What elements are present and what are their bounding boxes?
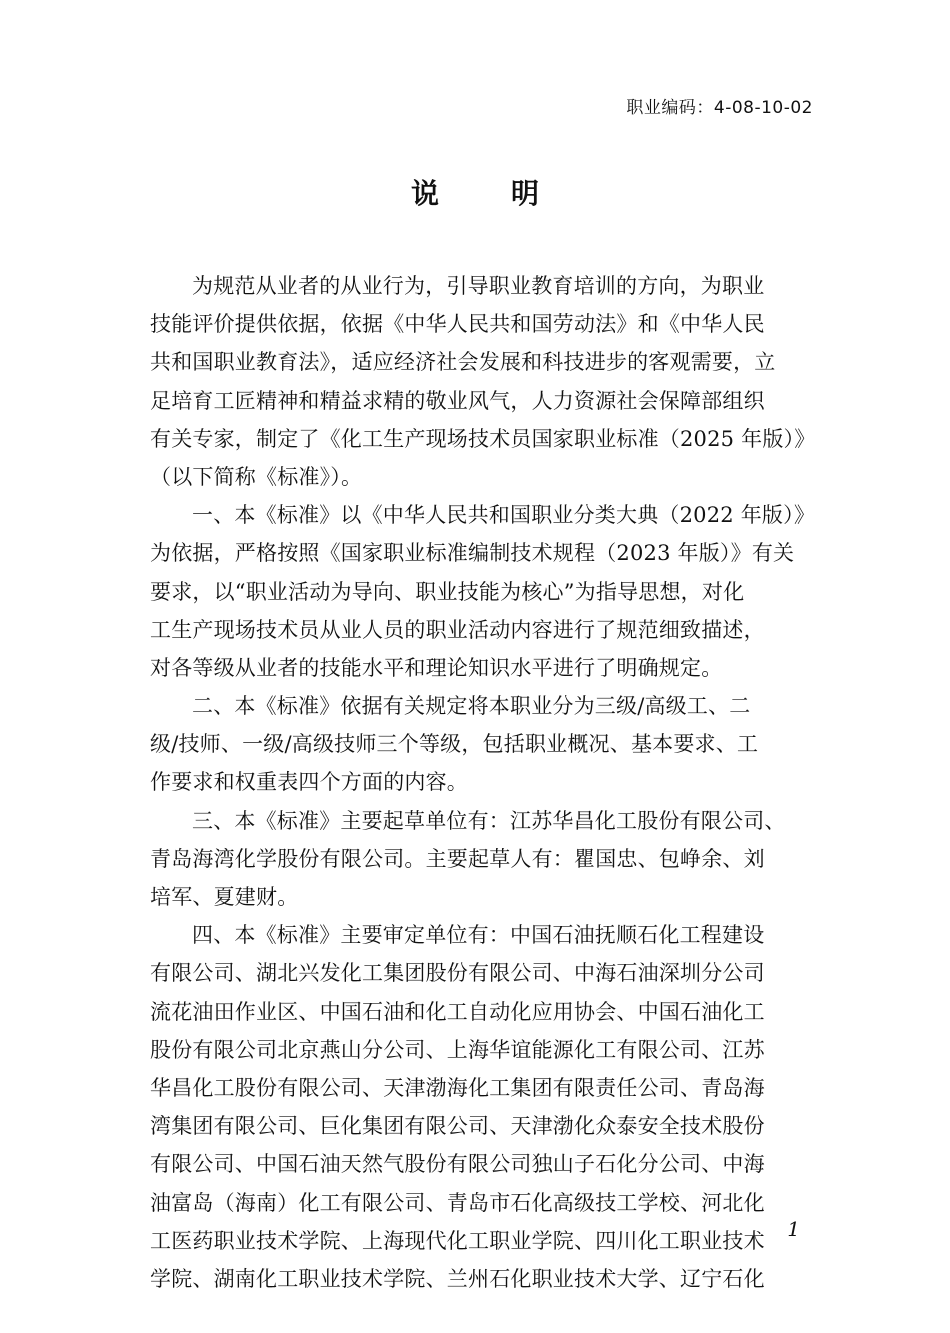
document-body [150,267,814,1298]
paragraph [150,267,814,496]
paragraph-line: 工医药职业技术学院、上海现代化工职业学院、四川化工职业技术 [150,1228,765,1253]
paragraph-line: 对各等级从业者的技能水平和理论知识水平进行了明确规定。 [150,655,723,680]
paragraph-line: 为规范从业者的从业行为，引导职业教育培训的方向，为职业 [192,274,765,298]
paragraph-line: 培军、夏建财。 [150,885,299,909]
paragraph-line: 工生产现场技术员从业人员的职业活动内容进行了规范细致描述， [150,617,765,642]
page-number: 1 [787,1217,800,1241]
paragraph-line: 有限公司、中国石油天然气股份有限公司独山子石化分公司、中海 [150,1152,765,1177]
paragraph-line: 作要求和权重表四个方面的内容。 [150,770,468,795]
title-char-2: 明 [511,177,540,210]
paragraph-line: 三、本《标准》主要起草单位有：江苏华昌化工股份有限公司、 [192,808,786,833]
paragraph-line: 湾集团有限公司、巨化集团有限公司、天津渤化众泰安全技术股份 [150,1114,765,1139]
paragraph-line: （以下简称《标准》）。 [150,464,363,489]
paragraph-line: 一、本《标准》以《中华人民共和国职业分类大典（2022 年版）》 [192,503,816,528]
occupation-code: 职业编码：4-08-10-02 [626,98,813,118]
paragraph-line: 四、本《标准》主要审定单位有：中国石油抚顺石化工程建设 [192,923,765,948]
paragraph-line: 青岛海湾化学股份有限公司。主要起草人有：瞿国忠、包峥余、刘 [150,846,765,871]
paragraph-line: 技能评价提供依据，依据《中华人民共和国劳动法》和《中华人民 [150,312,765,337]
paragraph-line: 油富岛（海南）化工有限公司、青岛市石化高级技工学校、河北化 [150,1190,765,1215]
paragraph-line: 级/技师、一级/高级技师三个等级，包括职业概况、基本要求、工 [150,732,759,757]
paragraph-line: 股份有限公司北京燕山分公司、上海华谊能源化工有限公司、江苏 [150,1037,765,1062]
paragraph-line: 为依据，严格按照《国家职业标准编制技术规程（2023 年版）》有关 [150,541,795,566]
paragraph-line: 要求，以“职业活动为导向、职业技能为核心”为指导思想，对化 [150,579,745,604]
paragraph-line: 学院、湖南化工职业技术学院、兰州石化职业技术大学、辽宁石化 [150,1266,765,1291]
paragraph-line: 二、本《标准》依据有关规定将本职业分为三级/高级工、二 [192,694,751,719]
paragraph [150,802,814,917]
paragraph-line: 流花油田作业区、中国石油和化工自动化应用协会、中国石油化工 [150,999,765,1024]
paragraph [150,496,814,687]
paragraph-line: 有关专家，制定了《化工生产现场技术员国家职业标准（2025 年版）》 [150,426,816,451]
paragraph-line: 足培育工匠精神和精益求精的敬业风气，人力资源社会保障部组织 [150,388,765,413]
paragraph-line: 有限公司、湖北兴发化工集团股份有限公司、中海石油深圳分公司 [150,961,765,986]
title-char-1: 说 [410,177,439,210]
paragraph-line: 华昌化工股份有限公司、天津渤海化工集团有限责任公司、青岛海 [150,1075,765,1100]
paragraph [150,916,814,1298]
paragraph [150,687,814,802]
page-title [0,172,950,212]
paragraph-line: 共和国职业教育法》，适应经济社会发展和科技进步的客观需要，立 [150,350,776,375]
